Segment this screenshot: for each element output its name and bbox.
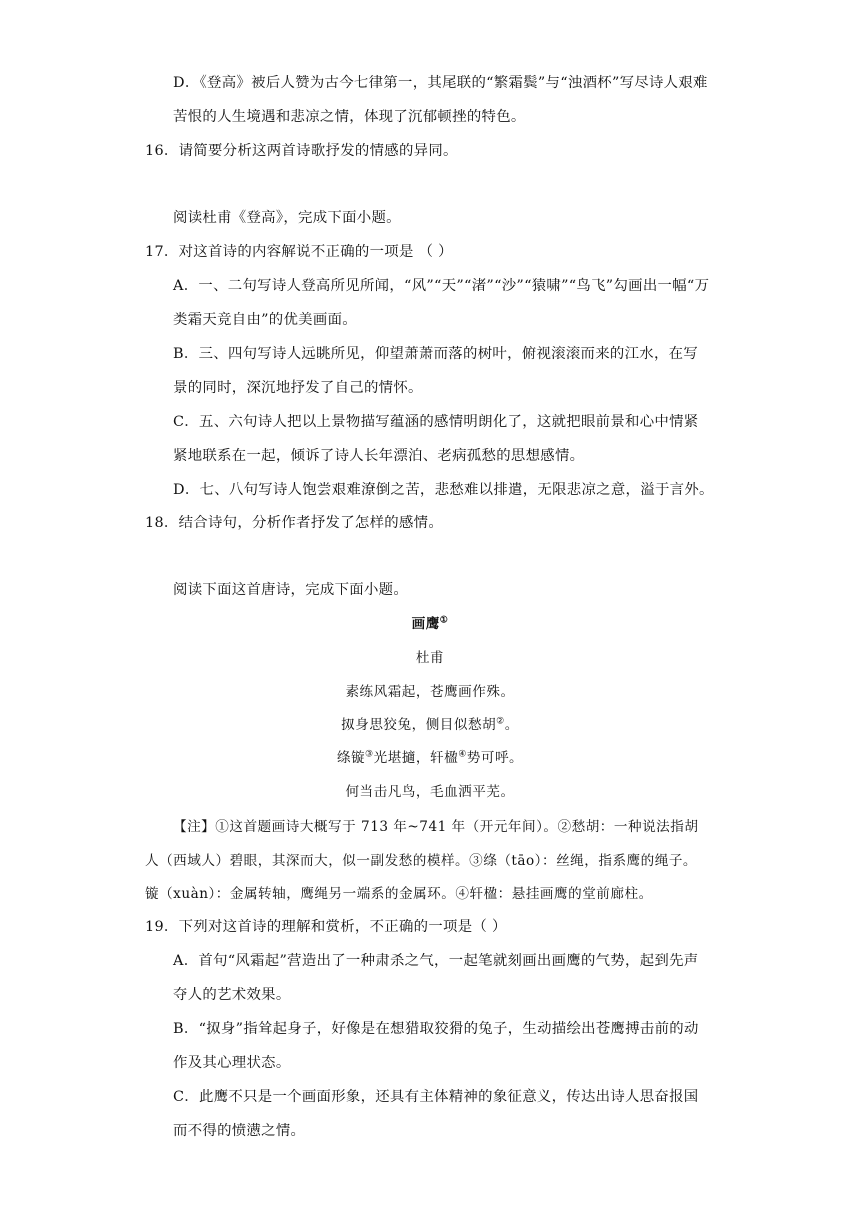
poem-line-2-end: 。 (504, 717, 519, 733)
q17-option-c-line2: 紧地联系在一起，倾诉了诗人长年漂泊、老病孤愁的思想感情。 (173, 448, 585, 464)
poem-line-4: 何当击凡鸟，毛血洒平芜。 (345, 784, 515, 800)
poem-line-3-part2: 光堪擿，轩楹 (373, 750, 459, 766)
poem-line-3-part1: 绦镟 (336, 750, 366, 766)
q17-option-a-line1: A．一、二句写诗人登高所见所闻，“风”“天”“渚”“沙”“猿啸”“鸟飞”勾画出一幅“万 (173, 278, 710, 294)
question-16: 16．请简要分析这两首诗歌抒发的情感的异同。 (145, 143, 458, 159)
q19-option-c-line1: C．此鹰不只是一个画面形象，还具有主体精神的象征意义，传达出诗人思奋报国 (173, 1089, 699, 1105)
poem-title-text: 画鹰 (411, 616, 440, 632)
q19-option-b-line2: 作及其心理状态。 (173, 1055, 291, 1071)
poem-title (0, 614, 860, 634)
q17-option-a-line2: 类霜天竞自由”的优美画面。 (173, 312, 357, 328)
poem-line-1: 素练风霜起，苍鹰画作殊。 (345, 684, 515, 700)
question-17-stem: 17．对这首诗的内容解说不正确的一项是 （ ） (145, 244, 453, 260)
poem-author: 杜甫 (415, 650, 445, 666)
q17-option-c-line1: C．五、六句诗人把以上景物描写蕴涵的感情明朗化了，这就把眼前景和心中情紧 (173, 414, 699, 430)
poem-line-2 (0, 715, 860, 735)
q15-option-d-line1: D．《登高》被后人赞为古今七律第一，其尾联的“繁霜鬓”与“浊酒杯”写尽诗人艰难 (173, 75, 708, 91)
q19-option-c-line2: 而不得的愤懑之情。 (173, 1123, 306, 1139)
footnote-mark-4: ④ (458, 749, 467, 760)
question-19-stem: 19．下列对这首诗的理解和赏析，不正确的一项是（ ） (145, 919, 507, 935)
q17-option-b-line2: 景的同时，深沉地抒发了自己的情怀。 (173, 380, 423, 396)
question-18: 18．结合诗句，分析作者抒发了怎样的感情。 (145, 515, 444, 531)
q17-option-b-line1: B．三、四句写诗人远眺所见，仰望萧萧而落的树叶，俯视滚滚而来的江水，在写 (173, 346, 699, 362)
q19-option-b-line1: B．“㧐身”指耸起身子，好像是在想猎取狡猾的兔子，生动描绘出苍鹰搏击前的动 (173, 1021, 699, 1037)
section-intro-poem: 阅读下面这首唐诗，完成下面小题。 (173, 582, 409, 598)
poem-line-2-text: 㧐身思狡兔，侧目似愁胡 (341, 717, 497, 733)
poem-line-3-part3: 势可呼。 (466, 750, 524, 766)
footnote-mark-2: ② (496, 716, 505, 727)
note-line-1: 【注】①这首题画诗大概写于 713 年~741 年（开元年间）。②愁胡：一种说法指胡 (173, 819, 699, 835)
q15-option-d-line2: 苦恨的人生境遇和悲凉之情，体现了沉郁顿挫的特色。 (173, 109, 526, 125)
note-line-2: 人（西域人）碧眼，其深而大，似一副发愁的模样。③绦（tāo）：丝绳，指系鹰的绳子。 (145, 853, 698, 869)
q19-option-a-line1: A．首句“风霜起”营造出了一种肃杀之气，一起笔就刻画出画鹰的气势，起到先声 (173, 953, 699, 969)
note-line-3: 镟（xuàn）：金属转轴，鹰绳另一端系的金属环。④轩楹：悬挂画鹰的堂前廊柱。 (145, 886, 653, 902)
section-intro-denggao: 阅读杜甫《登高》，完成下面小题。 (173, 210, 401, 226)
q17-option-d-line1: D．七、八句写诗人饱尝艰难潦倒之苦，悲愁难以排遣，无限悲凉之意，溢于言外。 (173, 482, 714, 498)
poem-line-3 (0, 748, 860, 768)
footnote-mark-3: ③ (365, 749, 374, 760)
poem-title-footnote-mark: ① (439, 615, 449, 626)
q19-option-a-line2: 夺人的艺术效果。 (173, 987, 291, 1003)
